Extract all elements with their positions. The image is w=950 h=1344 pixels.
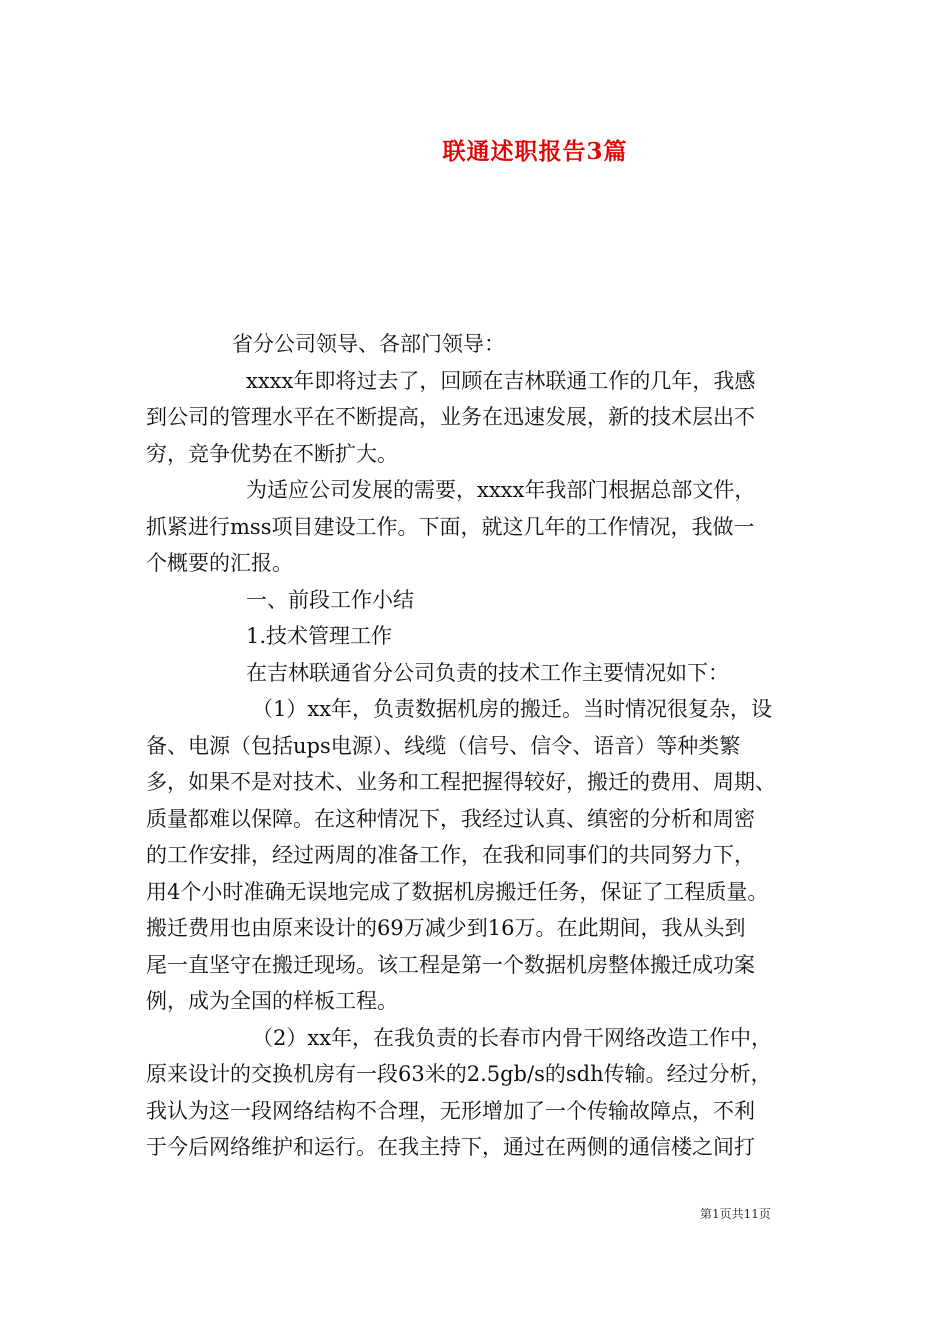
document-title: 联通述职报告3篇 (442, 138, 628, 165)
paragraph-line: 的工作安排，经过两周的准备工作，在我和同事们的共同努力下， (146, 843, 755, 867)
paragraph-line: 用4个小时准确无误地完成了数据机房搬迁任务，保证了工程质量。 (146, 879, 769, 904)
paragraph-line: 抓紧进行mss项目建设工作。下面，就这几年的工作情况，我做一 (146, 514, 755, 539)
paragraph-line: （1）xx年，负责数据机房的搬迁。当时情况很复杂，设 (252, 697, 773, 721)
paragraph-line: 到公司的管理水平在不断提高，业务在迅速发展，新的技术层出不 (146, 405, 755, 429)
paragraph-line: 于今后网络维护和运行。在我主持下，通过在两侧的通信楼之间打 (146, 1135, 755, 1159)
paragraph-line: 为适应公司发展的需要，xxxx年我部门根据总部文件， (246, 478, 756, 502)
paragraph-line: 多，如果不是对技术、业务和工程把握得较好，搬迁的费用、周期、 (146, 770, 776, 794)
paragraph-line: 质量都难以保障。在这种情况下，我经过认真、缜密的分析和周密 (146, 806, 755, 831)
paragraph-line: 例，成为全国的样板工程。 (146, 989, 398, 1013)
paragraph-line: xxxx年即将过去了，回顾在吉林联通工作的几年，我感 (246, 368, 756, 393)
section-heading: 一、前段工作小结 (246, 587, 414, 612)
paragraph-line: 在吉林联通省分公司负责的技术工作主要情况如下： (246, 660, 729, 685)
paragraph-line: 我认为这一段网络结构不合理，无形增加了一个传输故障点，不利 (146, 1098, 755, 1123)
paragraph-line: 备、电源（包括ups电源）、线缆（信号、信令、语音）等种类繁 (146, 733, 741, 758)
paragraph-line: 尾一直坚守在搬迁现场。该工程是第一个数据机房整体搬迁成功案 (146, 952, 755, 977)
document-body (146, 326, 814, 1166)
paragraph-line: 原来设计的交换机房有一段63米的2.5gb/s的sdh传输。经过分析， (146, 1062, 772, 1086)
subsection-heading: 1.技术管理工作 (246, 624, 393, 648)
paragraph-line: （2）xx年，在我负责的长春市内骨干网络改造工作中， (252, 1025, 773, 1050)
greeting-line: 省分公司领导、各部门领导： (232, 332, 505, 356)
paragraph-line: 搬迁费用也由原来设计的69万减少到16万。在此期间，我从头到 (146, 916, 746, 940)
page-number: 第1页共11页 (700, 1207, 771, 1221)
paragraph-line: 个概要的汇报。 (146, 551, 293, 575)
paragraph-line: 穷，竞争优势在不断扩大。 (146, 441, 398, 466)
